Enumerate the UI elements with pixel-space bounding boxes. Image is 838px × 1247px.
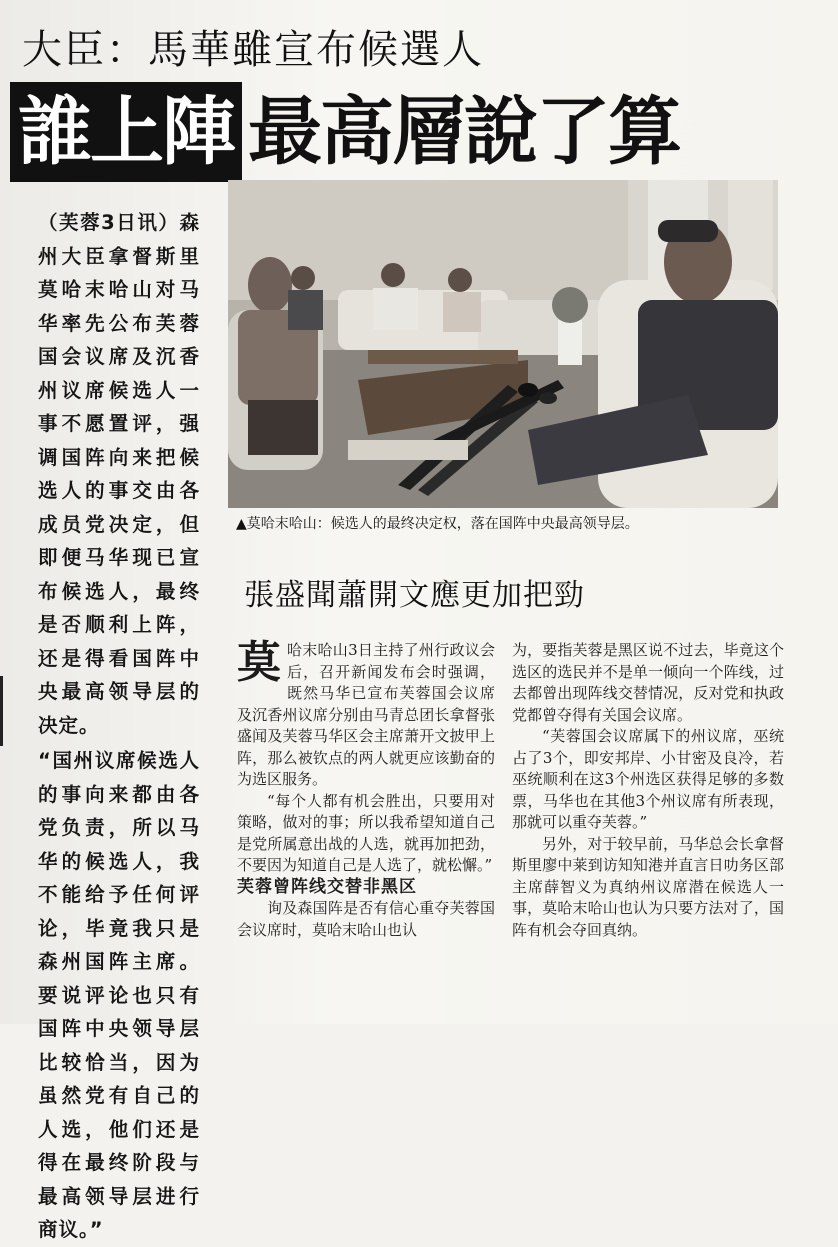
col2-paragraph-3: 另外，对于较早前，马华总会长拿督斯里廖中莱到访知知港并直言日叻务区部主席薛智义为真纳州议席潜在候选人一事，莫哈末哈山也认为只要方法对了，国阵有机会夺回真纳。 — [512, 834, 784, 939]
article-column-1 — [237, 637, 495, 941]
drop-cap: 莫 — [237, 637, 281, 688]
section-heading: 芙蓉曾阵线交替非黑区 — [237, 876, 417, 897]
left-column-article — [38, 206, 200, 1247]
photo-caption: ▲莫哈末哈山：候选人的最终决定权，落在国阵中央最高领导层。 — [236, 516, 639, 532]
col1-paragraph-1 — [237, 637, 495, 791]
left-paragraph-1: （芙蓉3日讯）森州大臣拿督斯里莫哈末哈山对马华率先公布芙蓉国会议席及沉香州议席候选人一事不愿置评，强调国阵向来把候选人的事交由各成员党决定，但即便马华现已宣布候选人，最终是否顺利上阵，还是得看国阵中央最高领导层的决定。 — [38, 211, 200, 737]
article-subhead: 張盛聞蕭開文應更加把勁 — [244, 578, 585, 613]
main-headline — [10, 82, 680, 182]
page-edge-mark — [0, 676, 3, 746]
col1-paragraph-2: “每个人都有机会胜出，只要用对策略，做对的事；所以我希望知道自己是党所属意出战的人选，就再加把劲，不要因为知道自己是人选了，就松懈。” — [237, 791, 495, 874]
headline-inverse-part: 誰上陣 — [10, 82, 242, 182]
article-column-2 — [512, 640, 784, 941]
headline-normal-part: 最高層說了算 — [248, 89, 680, 175]
col1-paragraph-1-text: 哈末哈山3日主持了州行政议会后，召开新闻发布会时强调，既然马华已宣布芙蓉国会议席及沉香州议席分别由马青总团长拿督张盛闻及芙蓉马华区会主席萧开文披甲上阵，那么被钦点的两人就更应该勤奋的为选区服务。 — [237, 641, 495, 788]
col1-paragraph-3: 询及森国阵是否有信心重夺芙蓉国会议席时，莫哈末哈山也认 — [237, 899, 495, 939]
kicker-headline: 大臣：馬華雖宣布候選人 — [22, 27, 484, 73]
meeting-room-photo — [228, 180, 778, 508]
col2-paragraph-2: “芙蓉国会议席属下的州议席，巫统占了3个，即安邦岸、小甘密及良冷，若巫统顺利在这3个州选区获得足够的多数票，马华也在其他3个州议席有所表现，那就可以重夺芙蓉。” — [512, 727, 784, 831]
news-photo — [228, 180, 778, 508]
col2-paragraph-1: 为，要指芙蓉是黑区说不过去，毕竟这个选区的选民并不是单一倾向一个阵线，过去都曾出现阵线交替情况，反对党和执政党都曾夺得有关国会议席。 — [512, 641, 784, 724]
left-paragraph-2: “国州议席候选人的事向来都由各党负责，所以马华的候选人，我不能给予任何评论，毕竟我只是森州国阵主席。要说评论也只有国阵中央领导层比较恰当，因为虽然党有自己的人选，他们还是得在最终阶段与最高领导层进行商议。” — [38, 749, 200, 1241]
